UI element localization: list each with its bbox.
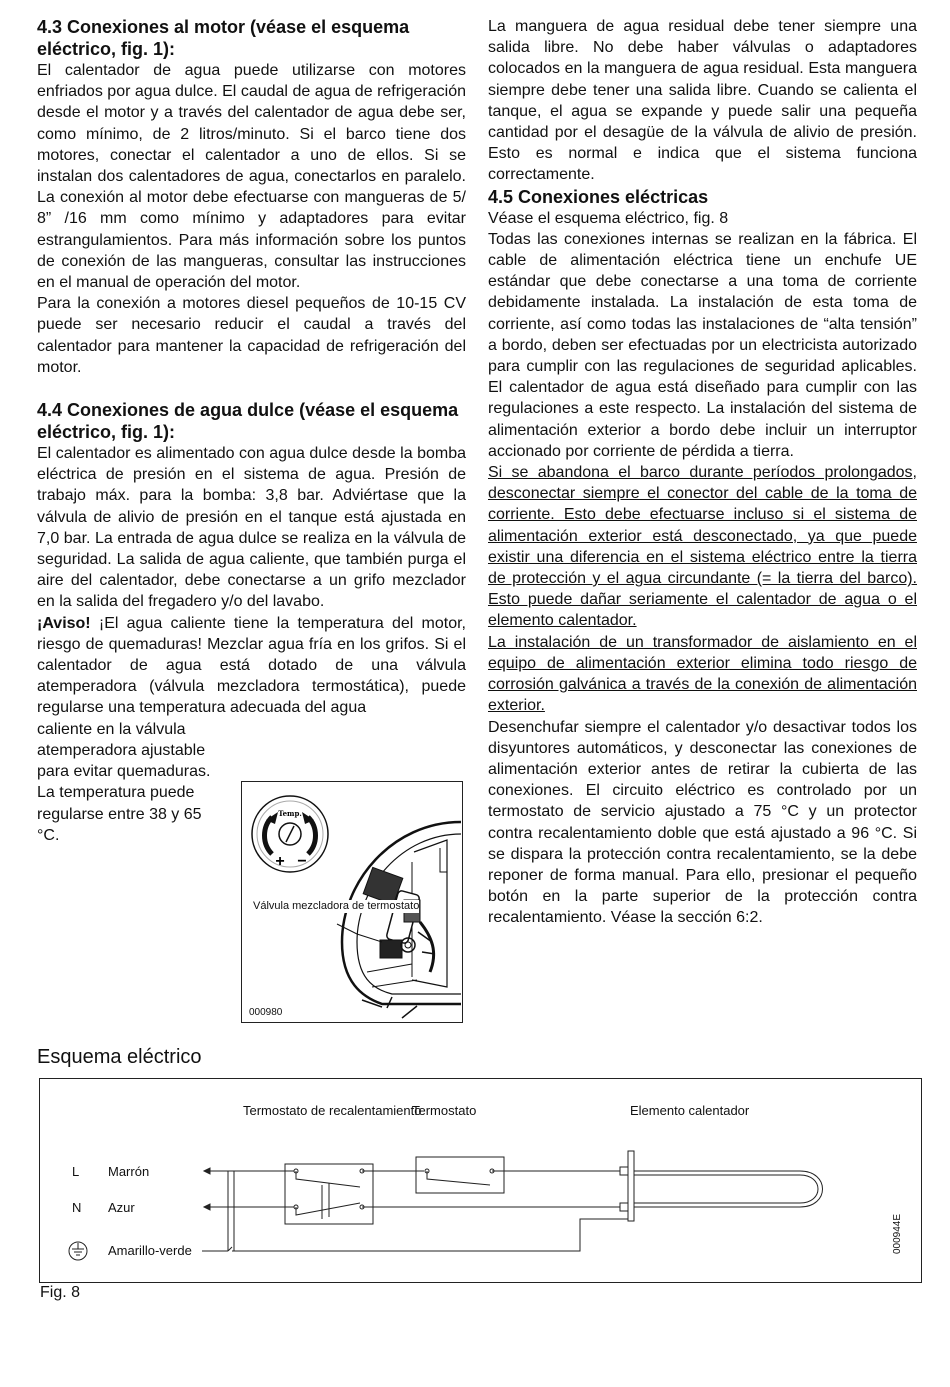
section-4-4-title: 4.4 Conexiones de agua dulce (véase el esquema eléctrico, fig. 1): [37,400,459,443]
section-4-5-title: 4.5 Conexiones eléctricas [488,186,709,207]
dial-minus: − [297,853,307,870]
figure-code: 000980 [249,1007,283,1018]
wire-label-earth: Amarillo-verde [108,1243,192,1258]
waste-hose-paragraph: La manguera de agua residual debe tener siempre una salida libre. No debe haber válvulas o adaptadores colocados en la manguera de agua residual. Esta manguera siempre debe tener una salida libre. Cuando se calienta el tanque, el agua se expande y puede salir una pequeña cantidad por el desagüe de la válvula de alivio de presión. Esto es normal e indica que el sistema funciona correctamente. [488,18,917,184]
section-4-3-title: 4.3 Conexiones al motor (véase el esquema eléctrico, fig. 1): [37,17,410,59]
warning-label: ¡Aviso! [37,614,91,632]
line-label-L: L [72,1164,80,1179]
figure-label: Fig. 8 [40,1284,81,1301]
diagram-code: 000944E [892,1213,903,1254]
section-4-3-paragraph-1: El calentador de agua puede utilizarse con motores enfriados por agua dulce. El caudal de agua de refrigeración desde el motor y a través del calentador de agua debe ser, como mínimo, de 2 litros/minuto. Si el barco tiene dos motores, conectar el calentador a uno de ellos. Si se instalan dos calentadores de agua, conectarlos en paralelo. La conexión al motor debe efectuarse con mangueras de 5/ 8” /16 mm como mínimo y adaptadores para evitar estrangulamientos. Para más información sobre los puntos de conexión de las mangueras, consultar las instrucciones en el manual de operación del motor. [37,62,466,292]
disconnect-warning-paragraph: Si se abandona el barco durante períodos prolongados, desconectar siempre el conector del cable de la toma de corriente. Esto debe efectuarse incluso si el sistema de alimentación exterior está desconectado, ya que puede existir una diferencia en el sistema eléctrico entre la tierra de protección y el agua circundante (= la tierra del barco). Esto puede dañar seriamente el calentador de agua o el elemento calentador. [488,464,917,630]
section-4-5-reference: Véase el esquema eléctrico, fig. 8 [488,209,729,227]
isolation-transformer-paragraph: La instalación de un transformador de aislamiento en el equipo de alimentación exterior elimina todo riesgo de corrosión galvánica a través de la conexión de alimentación exterior. [488,633,917,715]
right-column [488,16,917,929]
mixing-valve-figure [241,781,463,1023]
warning-wrap-text: caliente en la válvula atemperadora ajustable para evitar quemaduras. La temperatura puede regularse entre 38 y 65 °C. [37,720,211,844]
section-4-5-paragraph-1: Todas las conexiones internas se realizan en la fábrica. El cable de alimentación eléctrica tiene un enchufe UE estándar que debe conectarse a una toma de corriente debidamente instalada. La instalación de esta toma de corriente, así como todas las instalaciones de “alta tensión” a bordo, deben ser efectuadas por un electricista autorizado para cumplir con las regulaciones de seguridad aplicables. El calentador de agua está diseñado para cumplir con las regulaciones a este respecto. La instalación del sistema de alimentación exterior a bordo debe incluir un interruptor accionado por corriente de pérdida a tierra. [488,230,917,460]
line-label-N: N [72,1200,82,1215]
section-4-3-paragraph-2: Para la conexión a motores diesel pequeños de 10-15 CV puede ser necesario reducir el caudal a través del calentador para mantener la capacidad de refrigeración del motor. [37,295,466,376]
label-heating-element: Elemento calentador [630,1103,750,1118]
warning-text: ¡El agua caliente tiene la temperatura del motor, riesgo de quemaduras! Mezclar agua fría en los grifos. Si el calentador de agua está dotado de una válvula atemperadora (válvula mezcladora termostática), puede regularse una temperatura adecuada del agua [37,614,466,717]
dial-plus: + [275,853,285,870]
wiring-diagram [39,1078,922,1283]
unplug-paragraph: Desenchufar siempre el calentador y/o desactivar todos los disyuntores automáticos, y desconectar las conexiones de alimentación exterior antes de retirar la cubierta de las conexiones. El circuito eléctrico es controlado por un termostato de servicio ajustado a 75 °C y un protector contra recalentamiento doble que está ajustado a 96 °C. Si se dispara la protección contra recalentamiento, se la debe reponer de forma manual. Para ello, presionar el pequeño botón en la parte superior de la protección contra recalentamiento. Véase la sección 6:2. [488,718,917,927]
label-overheat-thermostat: Termostato de recalentamiento [243,1103,422,1118]
wire-label-blue: Azur [108,1200,135,1215]
wiring-diagram-title: Esquema eléctrico [37,1046,202,1068]
dial-label: Temp. [278,809,302,818]
wire-label-brown: Marrón [108,1164,150,1179]
warning-paragraph [37,613,466,719]
figure-caption: Válvula mezcladora de termostato [253,900,420,912]
label-thermostat: Termostato [412,1103,477,1118]
left-column [37,16,466,846]
section-4-4-paragraph-1: El calentador es alimentado con agua dulce desde la bomba eléctrica de presión en el sistema de agua. Presión de trabajo máx. para la bomba: 3,8 bar. Adviértase que la válvula de alivio de presión en el tanque está ajustada en 7,0 bar. La entrada de agua dulce se realiza en la válvula de seguridad. La salida de agua caliente, que también purga el aire del calentador, debe conectarse a un grifo mezclador en la salida del fregadero y/o del lavabo. [37,445,466,611]
